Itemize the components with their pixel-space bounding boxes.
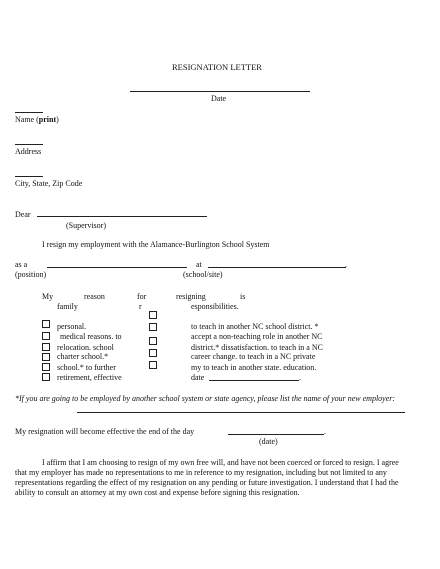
reason-header-is: is — [240, 292, 246, 301]
checkbox-relocation[interactable] — [42, 343, 50, 351]
option-left-4: charter school.* — [57, 352, 109, 361]
checkbox-school-further[interactable] — [42, 363, 50, 371]
document-title: RESIGNATION LETTER — [172, 62, 262, 72]
reason-header-my: My — [42, 292, 54, 301]
checkbox-right-2[interactable] — [149, 323, 157, 331]
checkbox-right-3[interactable] — [149, 337, 157, 345]
reason-header-family: family — [57, 302, 78, 311]
date-label: Date — [211, 94, 227, 103]
effective-text: My resignation will become effective the end of the day — [15, 427, 195, 436]
checkbox-retirement[interactable] — [42, 373, 50, 381]
at-label: at — [196, 260, 202, 269]
position-label: (position) — [15, 270, 47, 279]
city-line[interactable] — [15, 176, 43, 177]
school-site-period: . — [345, 260, 347, 269]
resign-intro: I resign my employment with the Alamance-Burlington School System — [42, 240, 270, 249]
as-a-label: as a — [15, 260, 28, 269]
retirement-date-period: . — [299, 373, 301, 382]
effective-date-label: (date) — [259, 437, 278, 446]
reason-header-r: r — [139, 302, 142, 311]
option-right-5: my to teach in another state. education. — [191, 363, 317, 372]
affirmation-paragraph: I affirm that I am choosing to resign of my own free will, and have not been coerced or forced to resign. I agree that my employer has made no representations to me in reference to my resignation, including but not limited to any representations regarding the effect of my resignation on any pending or future investigation. I understand that I had the ability to consult an attorney at my own cost and expense before signing this resignation. — [15, 458, 399, 497]
city-state-zip-label: City, State, Zip Code — [15, 179, 83, 188]
supervisor-label: (Supervisor) — [66, 221, 106, 230]
checkbox-right-4[interactable] — [149, 349, 157, 357]
name-print-text: print — [38, 115, 57, 124]
effective-date-line[interactable] — [228, 434, 324, 435]
reason-header-for: for — [137, 292, 147, 301]
reason-header-resigning: resigning — [176, 292, 206, 301]
reason-header-reason: reason — [84, 292, 105, 301]
option-right-4: career change. to teach in a NC private — [191, 352, 316, 361]
dear-label: Dear — [15, 210, 31, 219]
option-right-1: to teach in another NC school district. * — [191, 322, 319, 331]
option-left-2: medical reasons. to — [60, 332, 122, 341]
option-left-1: personal. — [57, 322, 87, 331]
option-left-6: retirement, effective — [57, 373, 122, 382]
option-left-3: relocation. school — [57, 343, 114, 352]
reason-header-esponsibilities: esponsibilities. — [191, 302, 239, 311]
new-employer-line[interactable] — [77, 412, 405, 413]
employer-note: *If you are going to be employed by another school system or state agency, please list the name of your new employer: — [15, 394, 396, 403]
school-site-line[interactable] — [208, 267, 346, 268]
address-line[interactable] — [15, 144, 43, 145]
checkbox-right-5[interactable] — [149, 361, 157, 369]
name-label-text: Name ( — [15, 115, 39, 124]
option-left-5: school.* to further — [57, 363, 116, 372]
supervisor-line[interactable] — [37, 216, 207, 217]
option-right-2: accept a non-teaching role in another NC — [191, 332, 323, 341]
name-close-text: ) — [56, 115, 59, 124]
effective-period: . — [324, 427, 326, 436]
checkbox-personal[interactable] — [42, 320, 50, 328]
option-right-6: date — [191, 373, 205, 382]
checkbox-medical[interactable] — [42, 332, 50, 340]
name-label — [15, 115, 59, 125]
date-line[interactable] — [130, 91, 310, 92]
school-site-label: (school/site) — [183, 270, 223, 279]
retirement-date-line[interactable] — [209, 380, 299, 381]
address-label: Address — [15, 147, 42, 156]
name-line[interactable] — [15, 112, 43, 113]
checkbox-family-responsibilities[interactable] — [149, 311, 157, 319]
option-right-3: district.* dissatisfaction. to teach in a NC — [191, 343, 323, 352]
position-line[interactable] — [47, 267, 187, 268]
checkbox-charter-school[interactable] — [42, 353, 50, 361]
